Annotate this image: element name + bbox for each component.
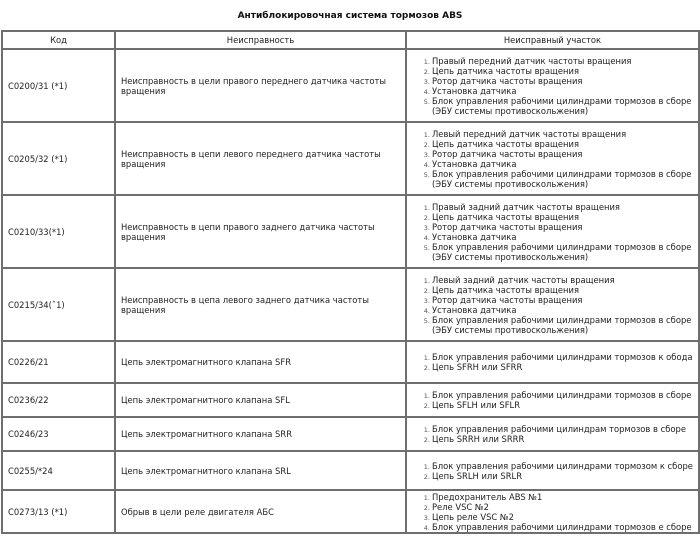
cell-fault: Цепь электромагнитного клапана SRR [115,417,406,451]
cell-fault: Цепь электромагнитного клапана SFR [115,341,406,383]
table-header-row [2,31,699,49]
list-item: 2. Цепь SFLH или SFLR [432,400,693,410]
cell-code: C0236/22 [2,383,115,417]
table-row [2,490,699,533]
cell-area [406,122,699,195]
list-item: 5. Блок управления рабочими цилиндрами тормозов в сборе (ЭБУ системы противоскольжения) [432,96,693,116]
column-header-area: Неисправный участок [406,31,699,49]
column-header-code: Код [2,31,115,49]
list-item: 2. Цепь SFRH или SFRR [432,362,693,372]
cell-code: C0226/21 [2,341,115,383]
cell-code: C0215/34(ˆ1) [2,268,115,341]
table-row [2,122,699,195]
list-item: 1. Блок управления рабочими цилиндрами тормозов к обода [432,352,693,362]
parts-list [412,492,693,532]
table-row [2,383,699,417]
dtc-table [1,30,700,534]
list-item: 4. Блок управления рабочими цилиндрами тормозов е сборе [432,522,693,532]
list-item: 5. Блок управления рабочими цилиндрами тормозов в сборе (ЭБУ системы противоскольжения) [432,315,693,335]
list-item: 2. Цепь SRRH или SRRR [432,434,693,444]
parts-list [412,275,693,335]
cell-code: C0273/13 (*1) [2,490,115,533]
list-item: 1. Блок управления рабочими цилиндрам тормозов в сборе [432,424,693,434]
cell-code: C0210/33(*1) [2,195,115,268]
cell-area [406,49,699,122]
list-item: 2. Цепь датчика частоты вращения [432,66,693,76]
list-item: 1. Блок управления рабочими цилиндрами тормозов в сборе [432,390,693,400]
list-item: 2. Цепь датчика частоты вращения [432,212,693,222]
cell-area [406,195,699,268]
list-item: 1. Правый передний датчик частоты вращения [432,56,693,66]
table-row [2,195,699,268]
list-item: 5. Блок управления рабочими цилиндрами тормозов в сборе (ЭБУ системы противоскольжения) [432,242,693,262]
table-row [2,49,699,122]
list-item: 3. Ротор датчика частоты вращения [432,76,693,86]
cell-fault: Неисправность в цепа левого заднего датчика частоты вращения [115,268,406,341]
cell-code: C0205/32 (*1) [2,122,115,195]
list-item: 4. Установка датчика [432,305,693,315]
cell-area [406,341,699,383]
table-body [2,49,699,533]
cell-fault: Обрыв в цели реле двигателя АБС [115,490,406,533]
list-item: 3. Ротор датчика частоты вращения [432,295,693,305]
cell-fault: Неисправность в цепи левого переднего датчика частоты вращения [115,122,406,195]
cell-fault: Цепь электромагнитного клапана SRL [115,451,406,490]
list-item: 5. Блок управления рабочими цилиндрами тормозов в сборе (ЭБУ системы противоскольжения) [432,169,693,189]
table-row [2,268,699,341]
page-title: Антиблокировочная система тормозов ABS [237,11,463,21]
cell-area [406,268,699,341]
cell-area [406,451,699,490]
list-item: 3. Ротор датчика частоты вращения [432,149,693,159]
parts-list [412,352,693,372]
cell-area [406,490,699,533]
table-row [2,341,699,383]
list-item: 4. Установка датчика [432,86,693,96]
list-item: 3. Ротор датчика частоты вращения [432,222,693,232]
cell-fault: Неисправность в цепи правого заднего датчика частоты вращения [115,195,406,268]
parts-list [412,56,693,116]
cell-area [406,383,699,417]
cell-area [406,417,699,451]
list-item: 2. Цепь датчика частоты вращения [432,285,693,295]
list-item: 4. Установка датчика [432,232,693,242]
cell-fault: Неисправность в цели правого переднего датчика частоты вращения [115,49,406,122]
parts-list [412,202,693,262]
table-row [2,417,699,451]
list-item: 4. Установка датчика [432,159,693,169]
list-item: 1. Левый передний датчик частоты вращения [432,129,693,139]
cell-code: C0246/23 [2,417,115,451]
parts-list [412,424,693,444]
column-header-fault: Неисправность [115,31,406,49]
cell-code: C0200/31 (*1) [2,49,115,122]
list-item: 3. Цепь реле VSC №2 [432,512,693,522]
list-item: 2. Цепь SRLH или SRLR [432,471,693,481]
parts-list [412,390,693,410]
list-item: 1. Левый задний датчик частоты вращения [432,275,693,285]
list-item: 2. Цепь датчика частоты вращения [432,139,693,149]
list-item: 1. Предохранитель ABS №1 [432,492,693,502]
table-row [2,451,699,490]
cell-code: C0255/*24 [2,451,115,490]
parts-list [412,461,693,481]
list-item: 1. Блок управления рабочими цилиндрами тормозом к сборе [432,461,693,471]
list-item: 1. Правый задний датчик частоты вращения [432,202,693,212]
list-item: 2. Реле VSC №2 [432,502,693,512]
cell-fault: Цепь электромагнитного клапана SFL [115,383,406,417]
parts-list [412,129,693,189]
